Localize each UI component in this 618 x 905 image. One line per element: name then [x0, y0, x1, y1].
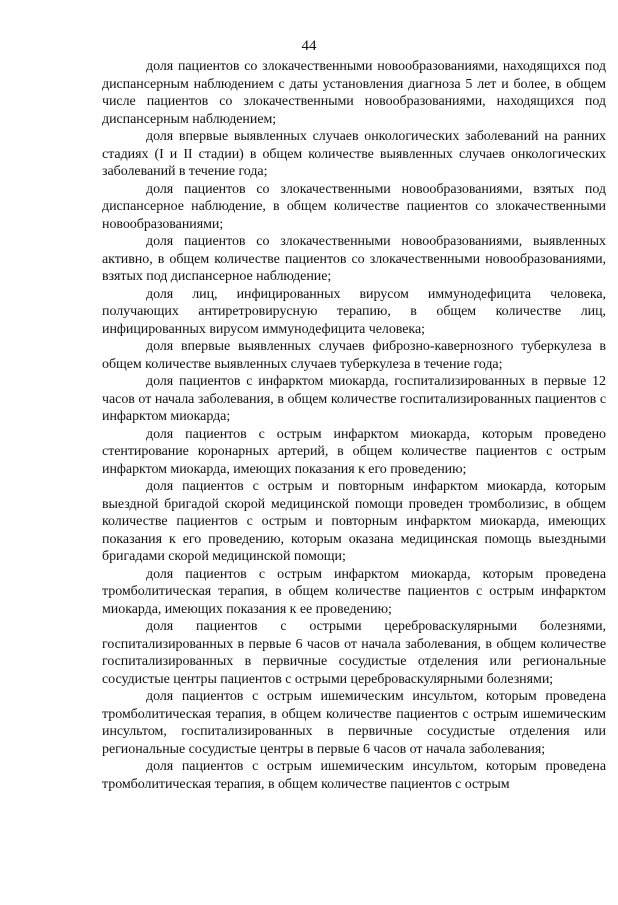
page-number: 44 — [301, 38, 317, 54]
paragraph: доля впервые выявленных случаев онкологических заболеваний на ранних стадиях (I и II стадии) в общем количестве выявленных случаев онкологических заболеваний в течение года; — [102, 129, 606, 179]
paragraph: доля пациентов с острым инфарктом миокарда, которым проведено стентирование коронарных артерий, в общем количестве пациентов с острым инфарктом миокарда, имеющих показания к его проведению; — [102, 426, 606, 477]
paragraph: доля пациентов со злокачественными новообразованиями, взятых под диспансерное наблюдение, в общем количестве пациентов со злокачественными новообразованиями; — [102, 181, 606, 232]
paragraph: доля пациентов с острым ишемическим инсультом, которым проведена тромболитическая терапия, в общем количестве пациентов с острым — [102, 759, 606, 792]
paragraph: доля пациентов со злокачественными новообразованиями, находящихся под диспансерным наблюдением с даты установления диагноза 5 лет и более, в общем числе пациентов со злокачественными новообразованиями, находящихся под диспансерным наблюдением; — [102, 59, 606, 127]
paragraph: доля пациентов с острым инфарктом миокарда, которым проведена тромболитическая терапия, в общем количестве пациентов с острым инфарктом миокарда, имеющих показания к ее проведению; — [102, 566, 606, 617]
paragraph: доля лиц, инфицированных вирусом иммунодефицита человека, получающих антиретровирусную терапию, в общем количестве лиц, инфицированных вирусом иммунодефицита человека; — [102, 286, 606, 337]
paragraph: доля пациентов со злокачественными новообразованиями, выявленных активно, в общем количестве пациентов со злокачественными новообразованиями, взятых под диспансерное наблюдение; — [102, 234, 606, 284]
paragraph: доля пациентов с острыми цереброваскулярными болезнями, госпитализированных в первые 6 часов от начала заболевания, в общем количестве госпитализированных в первичные сосудистые отделения или региональные сосудистые центры пациентов с острыми цереброваскулярными болезнями; — [102, 619, 606, 687]
paragraph: доля пациентов с острым и повторным инфарктом миокарда, которым выездной бригадой скорой медицинской помощи проведен тромболизис, в общем количестве пациентов с острым и повторным инфарктом миокарда, имеющих показания к его проведению, которым оказана медицинская помощь выездными бригадами скорой медицинской помощи; — [102, 479, 606, 564]
page-body — [102, 58, 606, 793]
paragraph: доля пациентов с инфарктом миокарда, госпитализированных в первые 12 часов от начала заболевания, в общем количестве госпитализированных пациентов с инфарктом миокарда; — [102, 374, 606, 424]
paragraph: доля впервые выявленных случаев фиброзно-кавернозного туберкулеза в общем количестве выявленных случаев туберкулеза в течение года; — [102, 339, 606, 372]
paragraph: доля пациентов с острым ишемическим инсультом, которым проведена тромболитическая терапия, в общем количестве пациентов с острым ишемическим инсультом, госпитализированных в первичные сосудистые отделения или региональные сосудистые центры в первые 6 часов от начала заболевания; — [102, 689, 606, 757]
